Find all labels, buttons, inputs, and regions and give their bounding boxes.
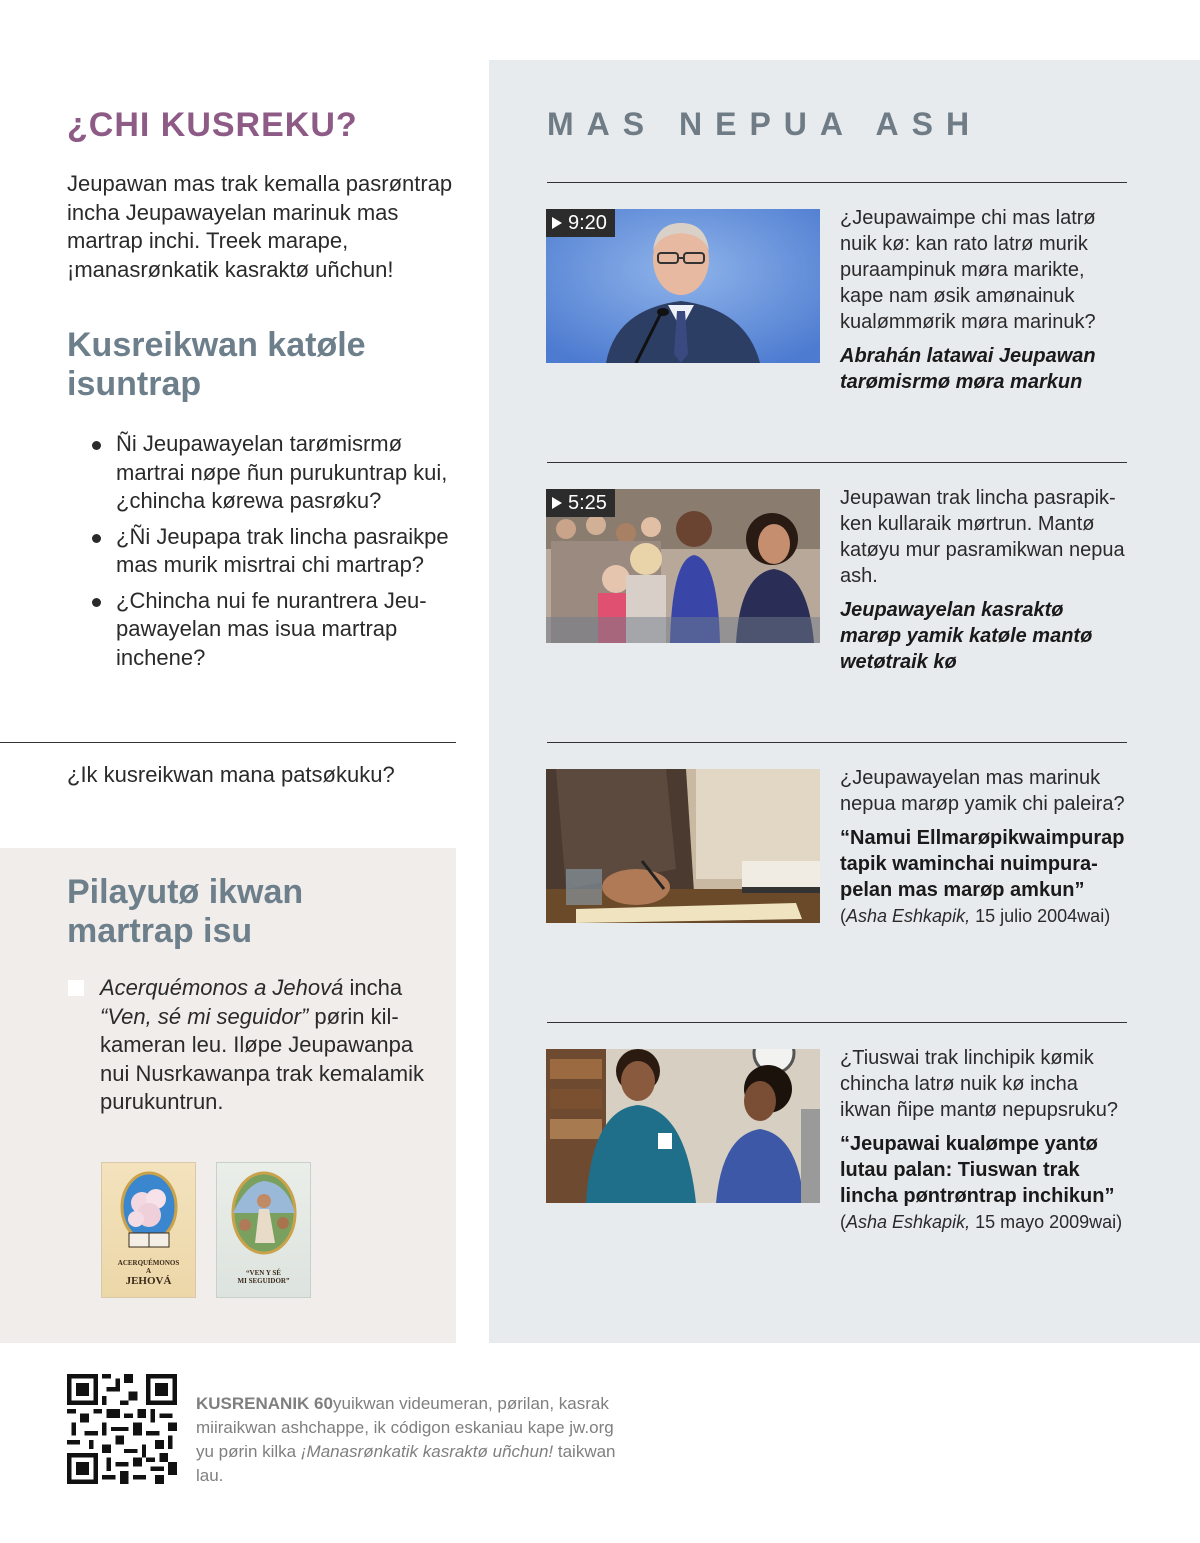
video-thumbnail[interactable] xyxy=(546,489,820,643)
list-item: ¿Chincha nui fe nurantrera Jeupawayelan mas isua martrap inchene? xyxy=(92,587,452,673)
book-cover-acerquemonos[interactable] xyxy=(101,1162,196,1298)
article-item[interactable] xyxy=(546,769,1128,959)
bullet-icon xyxy=(92,534,101,543)
video-item[interactable] xyxy=(546,209,1128,399)
study-heading: Pilayutø ikwan martrap isu xyxy=(67,873,304,950)
article-link[interactable]: “Jeupawai kualømpe yantø lutau palan: Tiuswan trak lincha pøntrøntrap inchikun” xyxy=(840,1133,1115,1207)
checkbox[interactable] xyxy=(68,980,84,996)
page-title: ¿CHI KUSREKU? xyxy=(67,106,358,144)
article-item[interactable] xyxy=(546,1049,1128,1239)
intro-paragraph: Jeupawan mas trak kemalla pasrøntrap incha Jeupawayelan marinuk mas martrap inchi. Treek marape, ¡manasrønkatik kasraktø uñchun! xyxy=(67,171,453,282)
video-duration: 5:25 xyxy=(546,489,615,517)
list-item: ¿Ñi Jeupapa trak lincha pasraikpe mas murik misrtrai chi martrap? xyxy=(92,523,452,580)
video-duration: 9:20 xyxy=(546,209,615,237)
video-link[interactable]: Abrahán latawai Jeupawan tarømisrmø møra markun xyxy=(840,345,1096,393)
article-citation: (Asha Eshkapik, 15 mayo 2009wai) xyxy=(840,1212,1123,1232)
question-list xyxy=(92,430,452,679)
article-link[interactable]: “Namui Ellmarøpikwaimpurap tapik waminchai nuimpurapelan mas marøp amkun” xyxy=(840,827,1125,901)
questions-heading: Kusreikwan katøle isuntrap xyxy=(67,326,366,403)
play-icon xyxy=(552,217,562,229)
divider xyxy=(0,742,456,743)
article-image xyxy=(546,769,820,923)
list-item: Ñi Jeupawayelan tarømisrmø martrai nøpe ñun purukuntrap kui, ¿chincha kørewa pasrøku? xyxy=(92,430,452,516)
divider xyxy=(547,742,1127,743)
bullet-icon xyxy=(92,598,101,607)
book-cover-text: ACERQUÉMONOS A JEHOVÁ xyxy=(117,1259,180,1287)
book-cover-ven-se-mi-seguidor[interactable] xyxy=(216,1162,311,1298)
video-question: Jeupawan trak lincha pasrapikken kullaraik mørtrun. Mantø katøyu mur pasramikwan nepua ash. xyxy=(840,487,1125,587)
video-item[interactable] xyxy=(546,489,1128,679)
qr-code-icon[interactable] xyxy=(67,1374,177,1484)
play-icon xyxy=(552,497,562,509)
footer-text: KUSRENANIK 60yuikwan videumeran, pørilan, kasrak miiraikwan ashchappe, ik códigon eskaniau kape jw.org yu pørin kilka ¡Manasrønkatik kasraktø uñchun! taikwan lau. xyxy=(196,1394,616,1485)
divider xyxy=(547,462,1127,463)
book-cover-text: “VEN Y SÉ MI SEGUIDOR” xyxy=(237,1269,290,1285)
article-image xyxy=(546,1049,820,1203)
video-thumbnail[interactable] xyxy=(546,209,820,363)
bullet-icon xyxy=(92,441,101,450)
article-citation: (Asha Eshkapik, 15 julio 2004wai) xyxy=(840,906,1111,926)
video-link[interactable]: Jeupawayelan kasraktø marøp yamik katøle mantø wetøtraik kø xyxy=(840,599,1093,673)
study-text: Acerquémonos a Jehová incha “Ven, sé mi seguidor” pørin kilkameran leu. Iløpe Jeupawanpa nui Nusrkawanpa trak kemalamik purukuntrun. xyxy=(100,975,425,1114)
divider xyxy=(547,182,1127,183)
article-question: ¿Tiuswai trak linchipik kømik chincha latrø nuik kø incha ikwan ñipe mantø nepupsruku? xyxy=(840,1047,1118,1121)
divider xyxy=(547,1022,1127,1023)
article-question: ¿Jeupawayelan mas marinuk nepua marøp yamik chi paleira? xyxy=(840,767,1125,815)
video-question: ¿Jeupawaimpe chi mas latrø nuik kø: kan rato latrø murik puraampinuk møra marikte, kape nam øsik amønainuk kualømmørik møra marinuk? xyxy=(840,207,1096,333)
more-info-title: MAS NEPUA ASH xyxy=(547,106,983,142)
closing-question: ¿Ik kusreikwan mana patsøkuku? xyxy=(67,762,395,787)
